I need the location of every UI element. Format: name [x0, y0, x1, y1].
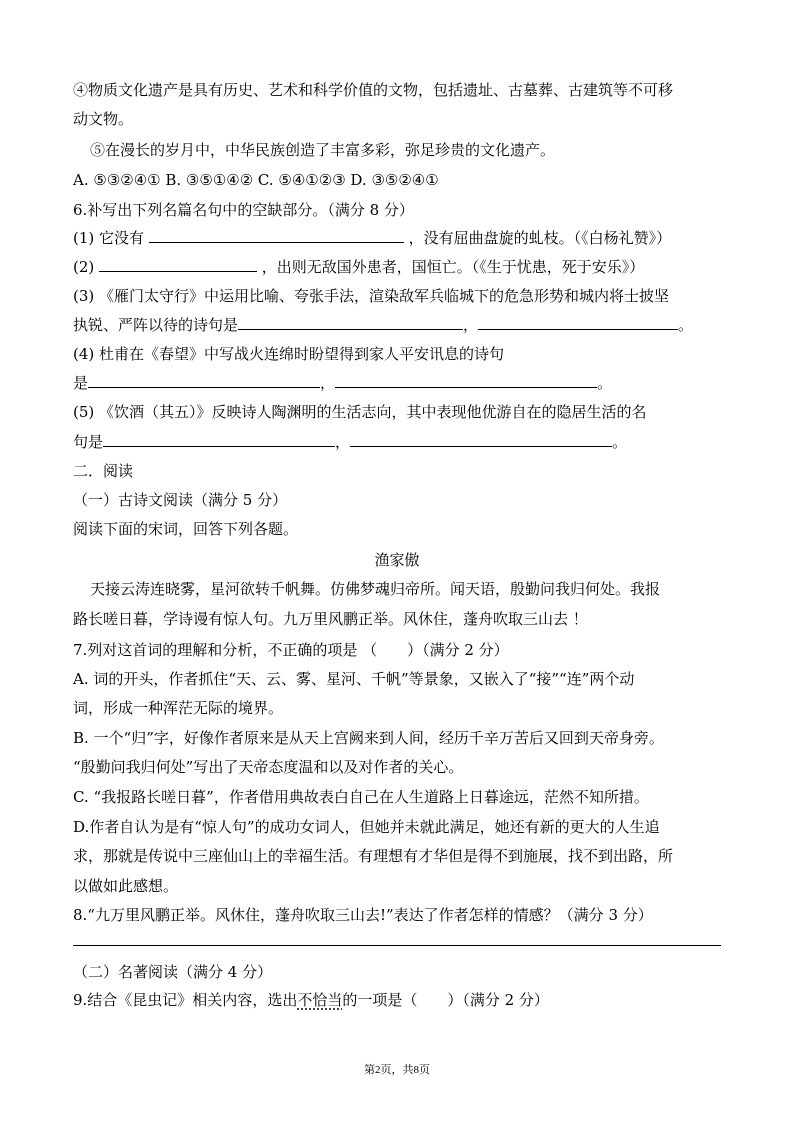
page-footer: 第2页，共8页 [364, 1064, 430, 1076]
option-d-cont: 求，那就是传说中三座仙山上的幸福生活。有理想有才华但是得不到施展，找不到出路，所 [73, 847, 674, 865]
option-c: C. “我报路长嗟日暮”，作者借用典故表白自己在人生道路上日暮途远，茫然不知所措。 [73, 788, 649, 806]
period: 。 [612, 433, 628, 451]
q9-prefix: 9.结合《昆虫记》相关内容，选出 [73, 991, 298, 1009]
comma: ， [335, 433, 351, 451]
option-d-cont: 以做如此感想。 [73, 877, 179, 895]
answer-blank[interactable] [149, 228, 404, 243]
question-6-2 [73, 257, 644, 277]
poem-line: 天接云涛连晓雾，星河欲转千帆舞。仿佛梦魂归帝所。闻天语，殷勤问我归何处。我报 [90, 580, 661, 598]
answer-blank[interactable] [335, 373, 597, 388]
answer-blank[interactable] [103, 432, 335, 447]
answer-blank[interactable] [88, 373, 320, 388]
question-6-4: (4) 杜甫在《春望》中写战火连绵时盼望得到家人平安讯息的诗句 [73, 345, 505, 363]
option-b: B. 一个“归”字，好像作者原来是从天上宫阙来到人间，经历千辛万苦后又回到天帝身旁。 [73, 729, 664, 747]
text-line: ④物质文化遗产是具有历史、艺术和科学价值的文物，包括遗址、古墓葬、古建筑等不可移 [73, 81, 674, 99]
question-6-5-cont [73, 432, 627, 452]
question-7-title: 7.列对这首词的理解和分析，不正确的项是 （ ）（满分 2 分） [73, 641, 509, 659]
question-6-title: 6.补写出下列名篇名句中的空缺部分。（满分 8 分） [73, 201, 414, 219]
subsection-heading: （二）名著阅读（满分 4 分） [73, 963, 273, 981]
q6-4-prefix: 是 [73, 374, 89, 392]
answer-blank[interactable] [238, 315, 463, 330]
question-6-4-cont [73, 373, 612, 393]
text-line: ⑤在漫长的岁月中，中华民族创造了丰富多彩，弥足珍贵的文化遗产。 [90, 141, 556, 159]
comma: ， [320, 374, 336, 392]
q9-suffix: 的一项是（ ）（满分 2 分） [342, 991, 549, 1009]
q6-1-prefix: (1) 它没有 [73, 229, 149, 247]
q6-2-suffix: ，出则无敌国外患者，国恒亡。（《生于忧患，死于安乐》） [257, 258, 645, 276]
q9-emphasis: 不恰当 [297, 991, 343, 1009]
question-6-3: (3) 《雁门太守行》中运用比喻、夸张手法，渲染敌军兵临城下的危急形势和城内将士披坚 [73, 287, 670, 305]
q6-2-prefix: (2) [73, 258, 100, 276]
q6-3-prefix: 执锐、严阵以待的诗句是 [73, 316, 239, 334]
option-d: D.作者自认为是有“惊人句”的成功女词人，但她并未就此满足，她还有新的更大的人生追 [73, 818, 660, 836]
text-line: 动文物。 [73, 110, 134, 128]
instruction: 阅读下面的宋词，回答下列各题。 [73, 520, 299, 538]
poem-title: 渔家傲 [374, 551, 420, 569]
poem-line: 路长嗟日暮，学诗谩有惊人句。九万里风鹏正举。风休住，蓬舟吹取三山去 ！ [73, 610, 588, 628]
question-8: 8.“九万里风鹏正举。风休住，蓬舟吹取三山去!”表达了作者怎样的情感？（满分 3 分） [73, 906, 653, 924]
answer-blank[interactable] [99, 257, 257, 272]
question-6-5: (5) 《饮酒（其五）》反映诗人陶渊明的生活志向，其中表现他优游自在的隐居生活的名 [73, 403, 647, 421]
option-b-cont: “殷勤问我归何处”写出了天帝态度温和以及对作者的关心。 [73, 758, 464, 776]
q6-1-suffix: ，没有屈曲盘旋的虬枝。（《白杨礼赞》） [403, 229, 672, 247]
q6-5-prefix: 句是 [73, 433, 104, 451]
option-a-cont: 词，形成一种浑茫无际的境界。 [73, 699, 284, 717]
answer-line[interactable] [73, 945, 721, 946]
section-heading: 二．阅读 [73, 462, 134, 480]
question-6-3-cont [73, 315, 693, 335]
period: 。 [597, 374, 613, 392]
option-a: A. 词的开头，作者抓住“天、云、雾、星河、千帆”等景象，又嵌入了“接”“连”两个动 [73, 670, 635, 688]
answer-blank[interactable] [350, 432, 612, 447]
question-9 [73, 990, 549, 1010]
answer-options: A. ⑤③②④① B. ③⑤①④② C. ⑤④①②③ D. ③⑤②④① [73, 171, 439, 189]
comma: ， [463, 316, 479, 334]
period: 。 [678, 316, 694, 334]
subsection-heading: （一）古诗文阅读（满分 5 分） [73, 491, 288, 509]
answer-blank[interactable] [478, 315, 678, 330]
question-6-1 [73, 228, 671, 248]
